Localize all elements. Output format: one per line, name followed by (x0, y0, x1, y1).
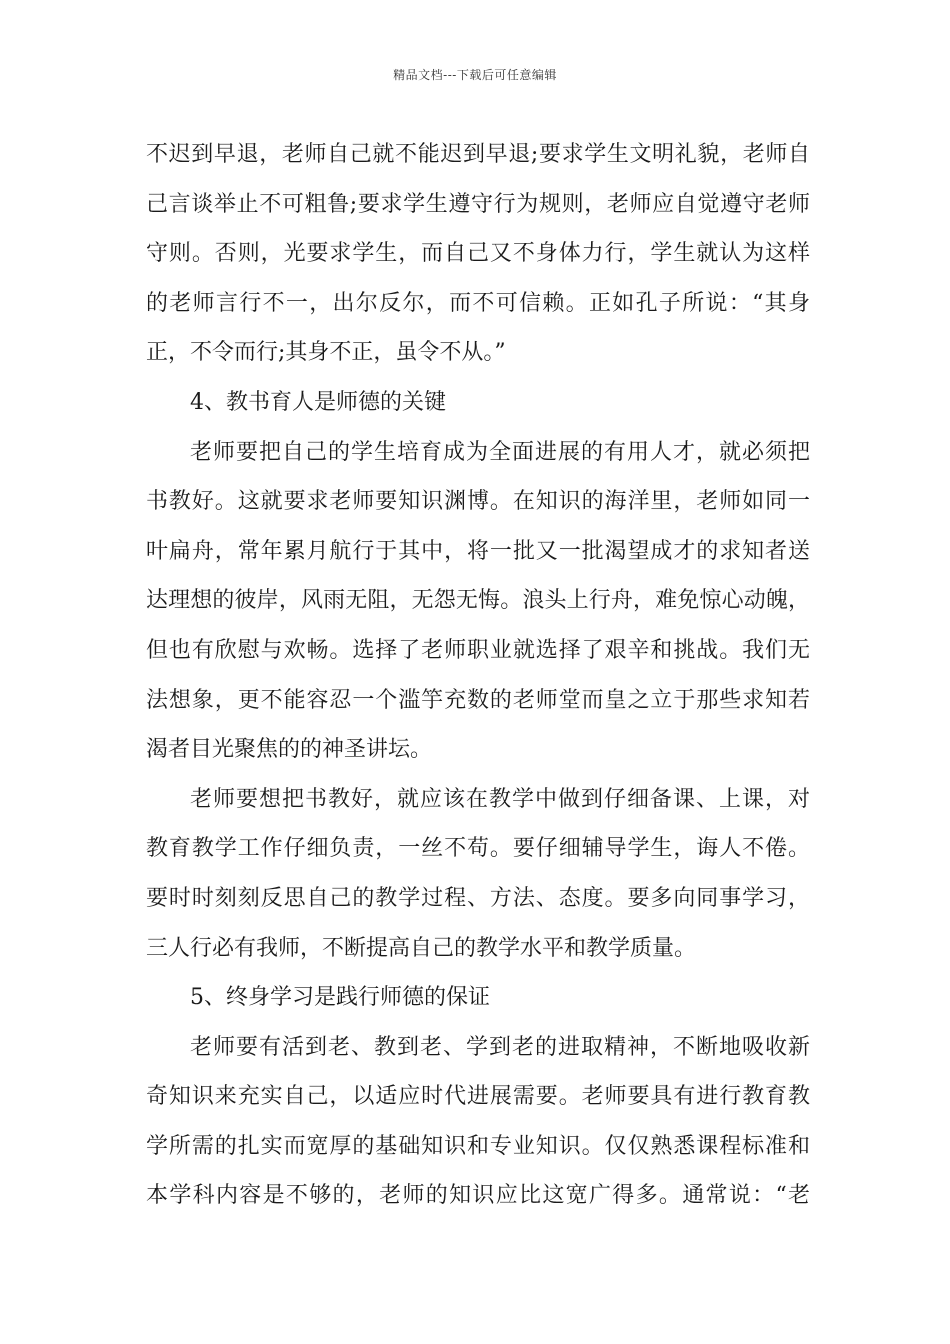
text-line: 己言谈举止不可粗鲁;要求学生遵守行为规则，老师应自觉遵守老师 (146, 191, 810, 217)
text-line: 老师要有活到老、教到老、学到老的进取精神，不断地吸收新 (190, 1034, 810, 1060)
text-line: 法想象，更不能容忍一个滥竽充数的老师堂而皇之立于那些求知若 (146, 687, 810, 713)
document-body (146, 130, 810, 1221)
text-line: 守则。否则，光要求学生，而自己又不身体力行，学生就认为这样 (146, 241, 810, 267)
text-line: 老师要把自己的学生培育成为全面进展的有用人才，就必须把 (190, 439, 810, 465)
text-line: 要时时刻刻反思自己的教学过程、方法、态度。要多向同事学习， (146, 885, 810, 911)
text-line: 教育教学工作仔细负责，一丝不苟。要仔细辅导学生，诲人不倦。 (146, 836, 810, 862)
page-header: 精品文档---下载后可任意编辑 (393, 68, 557, 82)
text-line: 本学科内容是不够的，老师的知识应比这宽广得多。通常说：“老 (146, 1183, 810, 1209)
text-line: 三人行必有我师，不断提高自己的教学水平和教学质量。 (146, 935, 697, 961)
text-line: 的老师言行不一，出尔反尔，而不可信赖。正如孔子所说：“其身 (146, 290, 810, 316)
text-line: 正，不令而行;其身不正，虽令不从。” (146, 340, 506, 366)
text-line: 达理想的彼岸，风雨无阻，无怨无悔。浪头上行舟，难免惊心动魄， (146, 588, 810, 614)
text-line: 叶扁舟，常年累月航行于其中，将一批又一批渴望成才的求知者送 (146, 538, 810, 564)
text-line: 学所需的扎实而宽厚的基础知识和专业知识。仅仅熟悉课程标准和 (146, 1133, 810, 1159)
text-line: 不迟到早退，老师自己就不能迟到早退;要求学生文明礼貌，老师自 (146, 142, 810, 167)
text-line: 5、终身学习是践行师德的保证 (190, 985, 490, 1011)
text-line: 但也有欣慰与欢畅。选择了老师职业就选择了艰辛和挑战。我们无 (146, 637, 810, 663)
text-line: 渴者目光聚焦的的神圣讲坛。 (146, 737, 433, 763)
text-line: 老师要想把书教好，就应该在教学中做到仔细备课、上课，对 (190, 786, 810, 812)
text-line: 书教好。这就要求老师要知识渊博。在知识的海洋里，老师如同一 (146, 489, 810, 515)
text-line: 4、教书育人是师德的关键 (190, 389, 446, 415)
text-line: 奇知识来充实自己，以适应时代进展需要。老师要具有进行教育教 (146, 1084, 810, 1110)
